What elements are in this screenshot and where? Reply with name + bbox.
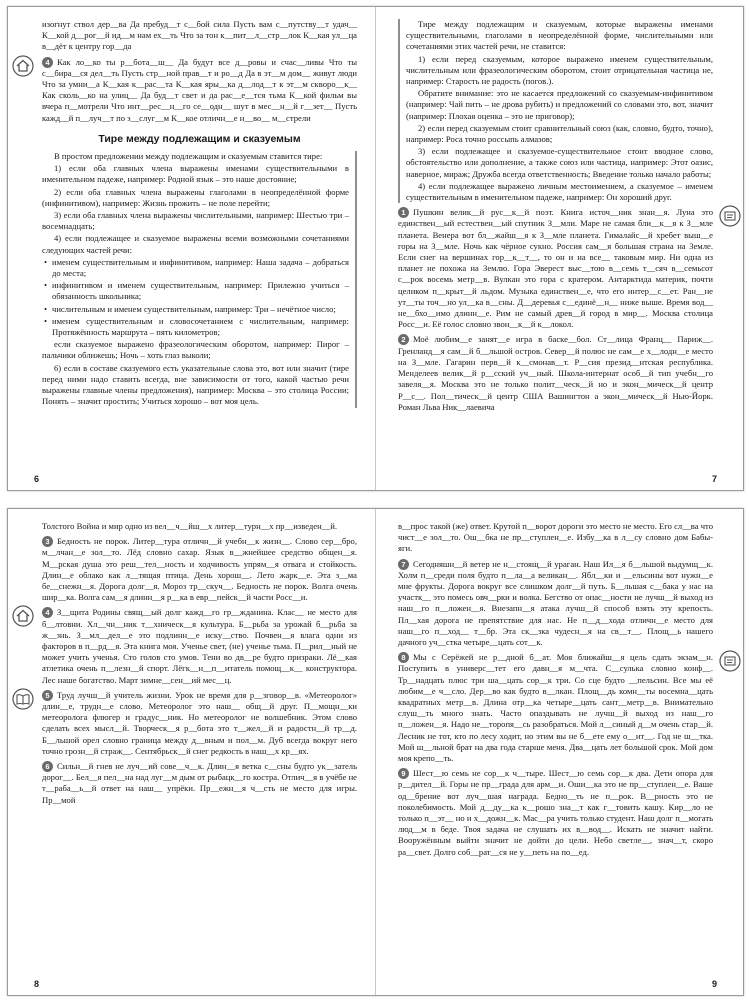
- rule-item: 4) если подлежащее выражено личным местоимением, а сказуемое – именем существительным в именительном падеже, например: Он хороший друг.: [406, 180, 713, 203]
- exercise-4: [42, 607, 357, 685]
- exercise-text: Сильн__й гнев не луч__ий сове__ч__к. Длин__я ветка с__сны будто ук__затель дорог__. Бел__я пел__на над луг__м дым от рыбацк__го костра. Отлич__я в учёбе не т__раба__ь__й ответ на наш__ упрёки. Пр__ежн__я ч__сть не место для игры. Пр__мой: [42, 761, 357, 805]
- exercise-text: Сегодняшн__й ветер не н__стоящ__й ураган. Наш Ил__я б__льшой выдумщ__к. Холм п__среди поля будто п__ла__а великан__. Ябл__ки и __ельсины вот нужн__е мне фрукты. Дорога вокруг все слишком долг__й путь. Б__льшая с__бака у нас на участк__ это помесь овч__рки и волка. Бегство от опас__ности не лучш__й выход из наш__го п__ложен__я. Внезапн__я атака лучш__й способ взять эту крепость. Пл__хая дорога не препятствие для нас. Не п__д__хода отличн__е место для наш__го п__ход__ т__бр. Эта ск__зка чудесн__я на св__т__. Площ__ь нашего дачного уч__стка четыре__цать сот__к.: [398, 558, 713, 648]
- exercise-7: [398, 559, 713, 649]
- exercise-number: 4: [42, 607, 53, 618]
- exercise-text: Труд лучш__й учитель жизни. Урок не время для р__зговор__в. «Метеоролог» длин__е, трудн__е слово. Метеоролог это наш__ общ__й друг. П__мощн__ки метеоролога флюгер и градус__ник. Но метеоролог не волшебник. Этом слово сделать всех мысл__й. Творческ__я р__бота это т__жел__й и радостн__й тр__д. Б__льшой орел словно граница между д__вным и пол__м. Дуб всегда вокруг него точно грозн__й страж__. Сентябрьск__й снег редкость в наш__х кр__ях.: [42, 689, 357, 756]
- rule-bullet: • числительным и именем существительным, например: Три – нечётное число;: [42, 304, 349, 315]
- exercise-6: [42, 761, 357, 806]
- exercise-text: Как ло__ко ты р__бота__ш__ Да будут все д__ровы и счас__ливы Что ты с__бира__ся дел__ть Пусть стр__ной прав__т и ро__д Да в эт__м дом__ живут люди Что за умни__а К__кая к__рас__та К__кая яры__ка д__лод__т к эт__м скворо__к__ Как сколь__ко на улиц__ Да буд__т свет и да рас__е__тся тьма К__кой фильм вы вчера п__мотрели Что инт__рес__н__го се__одн__ шут в мес__н__й г__зет__ Пусть кажд__й п__луч__т по з__слуг__м К__кое отличн__е н__во__ м__стрели: [42, 56, 357, 123]
- exercise-text: Моё любим__е занят__е игра в баске__бол. Ст__лица Франц__ Париж__. Гренланд__я сам__й б__льшой остров. Север__й полюс не сам__е х__лодн__е место на З__мле. Гагарин перв__й к__смонав__т. Р__сия презид__нтская республика. Менделеев велик__й р__сский уч__ный. Школа-интернат особ__й тип учебн__го завеля__я. Москва это не только полит__ческ__й но и экон__мическ__й центр Р__с__. Пол__тическ__й центр США Вашингтон а экон__мическ__й Нью-Йорк. Роман Льва Ник__лаевича: [398, 334, 713, 412]
- bottom-spread: [7, 508, 744, 996]
- exercise-number: 4: [42, 57, 53, 68]
- rule-bullet: • именем существительным и словосочетанием с числительным, например: Протяжённость маршрута – пять километров;: [42, 316, 349, 338]
- page-number: 8: [34, 979, 40, 989]
- rule-block: [398, 19, 713, 203]
- exercise-9: [398, 768, 713, 858]
- rule-item: 3) если подлежащее и сказуемое-существительное стоит вводное слово, обстоятельство или дополнение, а также союз или частица, например: Этот оазис, наверное, мираж; Дружба всегда ответственность; Введение только начало работы;: [406, 146, 713, 179]
- text-paragraph: в__прос такой (же) ответ. Крутой п__ворот дороги это место не место. Его сл__ва что чист__е зол__то. Ош__бка не пр__ступлен__е. Избу__ка в л__су словно дом Бабы-яги.: [398, 521, 713, 554]
- exercise-number: 3: [42, 536, 53, 547]
- page-number: 6: [34, 474, 40, 484]
- rule-item: Обратите внимание: это не касается предложений со сказуемым-инфинитивом (например: Чай пить – не дрова рубить) и предложений со словами это, вот, значит (например: Плохая оценка – это не приговор);: [406, 88, 713, 121]
- page-7-column: [398, 19, 713, 414]
- page-6: [8, 7, 375, 490]
- exercise-text: Пушкин велик__й рус__к__й поэт. Книга источ__ник знан__я. Луна это единствен__ый естествен__ый спутник З__мли. Маре не самая бли__к__я к З__мле планета. Венера вот бл__жайш__я к З__мле планета. Гималайс__й хребет выш__е горы на З__мле. Ночь как чёрное сукно. Россия сам__я большая страна на Земле. Если снег на вершинах гор__к__т__, то он и на все__ таковым мир. Ни одна из планет не похожа на Землю. Гора Эверест выс__тою в__семь т__сяч в__семьсот с__рок восемь метр__в. Вулкан это гора с кратером. Антарктида материк, почти целиком п__крыт__й льдом. Музыка единствен__е, что его интер__с__ет. Ран__не ут__ты точ__но ул__ка в__сны. Д__деревья с__единё__н__ ниже выше. Время вод__ не__бхо__имо длинн__е. Рим не самый древ__й город в мир__. Москва столица Росс__и. Её голос словно звон__к__й к__локол.: [398, 207, 713, 330]
- exercise-number: 2: [398, 334, 409, 345]
- page-8-column: [42, 521, 357, 807]
- exercise-text: Мы с Серёжей не р__дной б__ат. Моя ближайш__я цель сдать экзам__н. Поступить в универс__тет его давн__я м__чта. С__сулька словно конф__. Тр__надцать плюс три ша__цать сор__к три. Со сце будто __пельсин. Все мы её любим__е ч__сло. Дер__во как будто в__лкан. Площ__дь комн__ты восемна__цать квадратных метр__в. Длина отр__ка четыре__цать сант__метр__в. Внимательно слуш__ть много знать. Часто опаздывать не лучш__й выход из наш__го п__ложен__я. Надо не__торопя__сь разобраться. Мой л__синый д__м очень стар__й. Лесник не тот, кто по лесу ходит, но этим вы не б__ете ему о__ит__. Год не ш__тка. Мой ш__льной брат на два года старше меня. Два__цать лет большой срок. Мой дом моя крепо__ть.: [398, 652, 713, 764]
- rule-item: 1) если перед сказуемым, которое выражено именем существительным, числительным или фразеологическим оборотом, стоит отрицательная частица не, например: Старость не радость (погов.).: [406, 53, 713, 87]
- rule-intro: Тире между подлежащим и сказуемым, которые выражены именами существительными, глаголами в неопределённой форме, числительными или сочетаниями этих частей речи, не ставится:: [406, 19, 713, 52]
- rule-bullet: • именем существительным и инфинитивом, например: Наша задача – добраться до места;: [42, 257, 349, 279]
- rule-item: 6) если в составе сказуемого есть указательные слова это, вот или значит (тире перед ними надо ставить всегда, вне зависимости от того, какой частью речи выражены главные члены предложения), например: Москва – это столица России; Понять – значит простить; Учиться хорошо – вот моя цель.: [42, 362, 349, 407]
- page-6-column: [42, 19, 357, 409]
- section-heading: Тире между подлежащим и сказуемым: [98, 132, 301, 145]
- rule-item: 3) если оба главных члена выражены числительными, например: Шестью три – восемнадцать;: [42, 210, 349, 232]
- exercise-5: [42, 690, 357, 757]
- text-paragraph: Толстого Война и мир одно из вел__ч__йш__х литер__турн__х пр__изведен__й.: [42, 521, 338, 531]
- page-7: [376, 7, 743, 490]
- exercise-1: [398, 207, 713, 330]
- exercise-number: 5: [42, 690, 53, 701]
- exercise-3: [42, 536, 357, 603]
- exercise-number: 7: [398, 559, 409, 570]
- rule-item: если сказуемое выражено фразеологическим оборотом, например: Пирог – пальчики оближешь; Ночь – хоть глаз выколи;: [42, 339, 349, 361]
- page-number: 7: [711, 474, 717, 484]
- exercise-number: 9: [398, 768, 409, 779]
- book-icon: [12, 688, 34, 710]
- exercise-8: [398, 652, 713, 764]
- rule-item: 4) если подлежащее и сказуемое выражены всеми возможными сочетаниями следующих частей речи:: [42, 233, 349, 255]
- page-9-column: [398, 521, 713, 859]
- text-paragraph: изогнут ствол дер__ва Да пребуд__т с__бой сила Пусть вам с__путству__т удач__ К__кой д__рог__й ид__м нам ех__ть Что за тон к__пит__л__стр__лок К__кая ул__ца в__дёт к центру гор__да: [42, 19, 357, 52]
- rule-item: 2) если оба главных члена выражены глаголами в неопределённой форме (инфинитивом), например: Жизнь прожить – не поле перейти;: [42, 186, 349, 208]
- page-number: 9: [711, 979, 717, 989]
- home-icon: [12, 605, 34, 627]
- exercise-text: Шест__ю семь не сор__к ч__тыре. Шест__ю семь сор__к два. Дети опора для р__дител__й. Горы не пр__града для арм__и. Оши__ка это не пр__ступлен__е. Ваше од__брение вот луч__шая награда. Бедно__ть не п__рок. В__рность это не поколебимость. Мой д__ду__ка к__рошо зна__т как г__товить кашу. Кир__ло не только п__эт__ но и х__дожн__к. Мас__ра учить только студент. Наш долг п__могать люд__м в беде. Твоя задача не слушать их в__вод__. Искать не значит найти. Вооружённым выйти значит не дойти до цели. Небо светле__, знач__т, скоро ра__свет. Долго соб__рат__ся не у__петь на по__ед.: [398, 768, 713, 857]
- rule-item: 2) если перед сказуемым стоит сравнительный союз (как, словно, будто, точно), например: Роса точно россыпь алмазов;: [406, 122, 713, 145]
- exercise-number: 6: [42, 761, 53, 772]
- home-icon: [12, 55, 34, 77]
- page-9: [376, 509, 743, 995]
- rule-bullet: • инфинитивом и именем существительным, например: Прилежно учиться – обязанность школьника;: [42, 280, 349, 302]
- rule-intro: В простом предложении между подлежащим и сказуемым ставится тире:: [54, 151, 323, 162]
- top-spread: [7, 6, 744, 491]
- writing-icon: [719, 205, 741, 227]
- exercise-number: 8: [398, 652, 409, 663]
- rule-block: [42, 151, 357, 407]
- exercise-text: З__щита Родины свящ__ый долг кажд__го гр__жданина. Клас__ не место для б__лтовни. Хл__чн__ник т__хническ__я культура. Б__рьба за урожай б__рьба за ж__знь. З__мл__дел__е это подлинн__е иску__ство. Почвен__я влага одни из факторов в п__рд__я. Эта книга моя. Ученье свет, (не) ученье тьма. П__рил__ный не может учить ученья. Сто голов сто умов. Тени во дв__ре будто призраки. Лё__кая атлетика очень п__лезн__й спорт. Лёгк__н__п__итатель помощ__к__ конструктора. Лес наше богатство. Март зимне__сен__ий мес__ц.: [42, 607, 357, 685]
- exercise-4: [42, 57, 357, 124]
- rule-item: 1) если оба главных члена выражены именами существительными в именительном падеже, например: Родной язык – это наше достояние;: [42, 163, 349, 185]
- exercise-2: [398, 334, 713, 412]
- exercise-number: 1: [398, 207, 409, 218]
- exercise-text: Бедность не порок. Литер__тура отличн__й учебн__к жизн__. Слово сер__бро, м__лчан__е зол__то. Лёд словно сахар. Язык в__жнейшее средство общен__я. М__рская душа это реш__тел__ность и ходчивость упрям__я отвага и стойкость. Длин__е облако как л__тящая птица. День хорош__. Лето жарк__е. Эта з__ма бе__снежн__я. Дорога долг__я. Мороз тр__скуч__. Бедность не порок. Волга очень шир__ка. Волга сам__я длинн__я р__ка в евр__пейск__й части Росс__и.: [42, 536, 357, 603]
- page-8: [8, 509, 375, 995]
- writing-icon: [719, 650, 741, 672]
